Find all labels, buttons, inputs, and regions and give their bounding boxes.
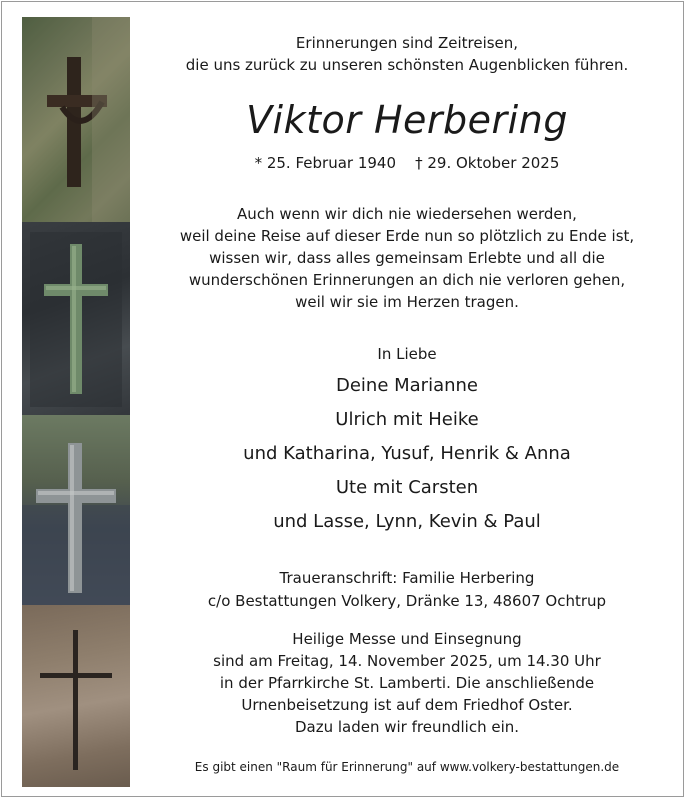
service-line-4: Urnenbeisetzung ist auf dem Friedhof Oster. [241,696,573,714]
family-line-2: Ulrich mit Heike [335,409,479,430]
address-line-2: c/o Bestattungen Volkery, Dränke 13, 48607 Ochtrup [207,592,607,610]
quote-line-1: Erinnerungen sind Zeitreisen, [295,34,519,52]
service-line-3: in der Pfarrkirche St. Lamberti. Die anschließende [219,674,595,692]
memorial-website-note: Es gibt einen "Raum für Erinnerung" auf www.volkery-bestattungen.de [194,760,620,774]
death-date: † 29. Oktober 2025 [415,154,560,172]
family-line-1: Deine Marianne [335,375,479,396]
family-line-4: Ute mit Carsten [335,477,479,498]
wooden-cross-photo [22,17,130,222]
in-love-label: In Liebe [377,345,437,363]
birth-date: * 25. Februar 1940 [254,154,397,172]
family-line-3: und Katharina, Yusuf, Henrik & Anna [243,443,571,464]
service-line-2: sind am Freitag, 14. November 2025, um 14.30 Uhr [213,652,601,670]
cross-photo-strip [22,17,130,787]
bronze-cross-photo [22,222,130,415]
deceased-name: Viktor Herbering [246,98,568,142]
life-dates [142,154,672,172]
quote-line-2: die uns zurück zu unseren schönsten Augenblicken führen. [185,56,629,74]
message-line-2: weil deine Reise auf dieser Erde nun so plötzlich zu Ende ist, [179,227,635,245]
service-line-5: Dazu laden wir freundlich ein. [294,718,520,736]
obituary-card [1,1,684,797]
family-line-5: und Lasse, Lynn, Kevin & Paul [273,511,541,532]
dark-cross-photo [22,605,130,787]
message-line-3: wissen wir, dass alles gemeinsam Erlebte und all die [209,249,605,267]
message-line-4: wunderschönen Erinnerungen an dich nie verloren gehen, [188,271,626,289]
message-line-5: weil wir sie im Herzen tragen. [295,293,519,311]
metal-cross-photo [22,415,130,605]
message-line-1: Auch wenn wir dich nie wiedersehen werden, [237,205,577,223]
address-line-1: Traueranschrift: Familie Herbering [279,569,535,587]
service-line-1: Heilige Messe und Einsegnung [292,630,522,648]
